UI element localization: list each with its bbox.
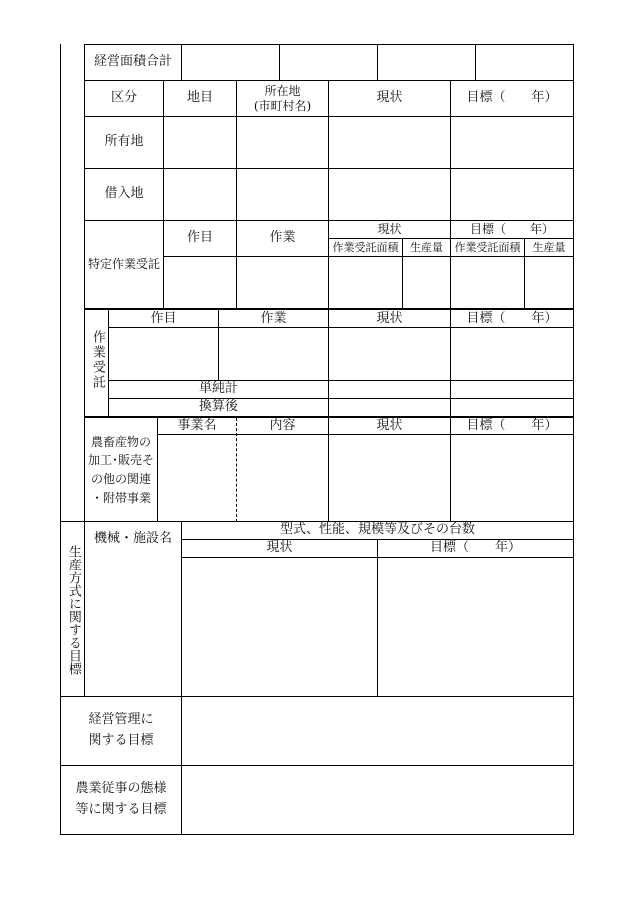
special-work-crop-header: 作目 [186, 230, 213, 246]
land-header-type: 地目 [186, 90, 213, 106]
processing-content-header: 内容 [269, 418, 296, 434]
special-work-current-header: 現状 [377, 221, 402, 236]
area-total-input-3[interactable] [378, 45, 474, 80]
area-total-input-2[interactable] [280, 45, 376, 80]
special-work-work-header: 作業 [269, 230, 296, 246]
work-contract-simple-total: 単純計 [198, 381, 238, 397]
work-contract-crop-header: 作目 [150, 310, 177, 326]
right-outer-border [573, 44, 574, 835]
work-contract-target-header: 目標（ 年） [466, 310, 558, 326]
col-line [377, 539, 378, 696]
labor-label: 農業従事の態様 等に関する目標 [75, 781, 167, 817]
land-row-rented: 借入地 [104, 186, 144, 202]
special-work-current-area: 作業受託面積 [332, 240, 399, 254]
row-line [60, 834, 574, 835]
area-total-input-1[interactable] [182, 45, 278, 80]
area-total-input-4[interactable] [476, 45, 572, 80]
production-spec-header: 型式、性能、規模等及びその台数 [279, 522, 475, 538]
land-header-target: 目標（ 年） [466, 90, 558, 106]
production-target-header: 目標（ 年） [429, 540, 521, 556]
area-total-label: 経営面積合計 [93, 54, 172, 70]
special-work-target-header: 目標（ 年） [469, 221, 554, 236]
work-contract-current-header: 現状 [376, 310, 403, 326]
special-work-current-output: 生産量 [410, 240, 443, 254]
management-label: 経営管理に 関する目標 [88, 712, 154, 748]
land-header-location: 所在地 (市町村名) [253, 84, 312, 113]
land-row-owned: 所有地 [104, 134, 144, 150]
processing-label: 農畜産物の 加工･販売そ の他の関連 ・附帯事業 [87, 434, 154, 505]
processing-business-header: 事業名 [177, 418, 217, 434]
labor-input[interactable] [182, 766, 573, 834]
management-input[interactable] [182, 697, 573, 765]
processing-current-header: 現状 [376, 418, 403, 434]
land-header-category: 区分 [110, 90, 137, 106]
land-header-current: 現状 [376, 90, 403, 106]
special-work-target-area: 作業受託面積 [454, 240, 521, 254]
row-line [163, 256, 574, 257]
production-current-header: 現状 [266, 540, 293, 556]
special-work-label: 特定作業受託 [87, 256, 160, 271]
work-contract-work-header: 作業 [260, 310, 287, 326]
production-side-label: 生産方式に関する目標 [65, 545, 81, 675]
work-contract-label: 作業受託 [89, 330, 105, 390]
left-outer-border [60, 44, 61, 522]
production-machine-header: 機械・施設名 [93, 531, 172, 547]
special-work-target-output: 生産量 [532, 240, 566, 254]
processing-target-header: 目標（ 年） [466, 418, 558, 434]
work-contract-converted: 換算後 [198, 399, 238, 415]
